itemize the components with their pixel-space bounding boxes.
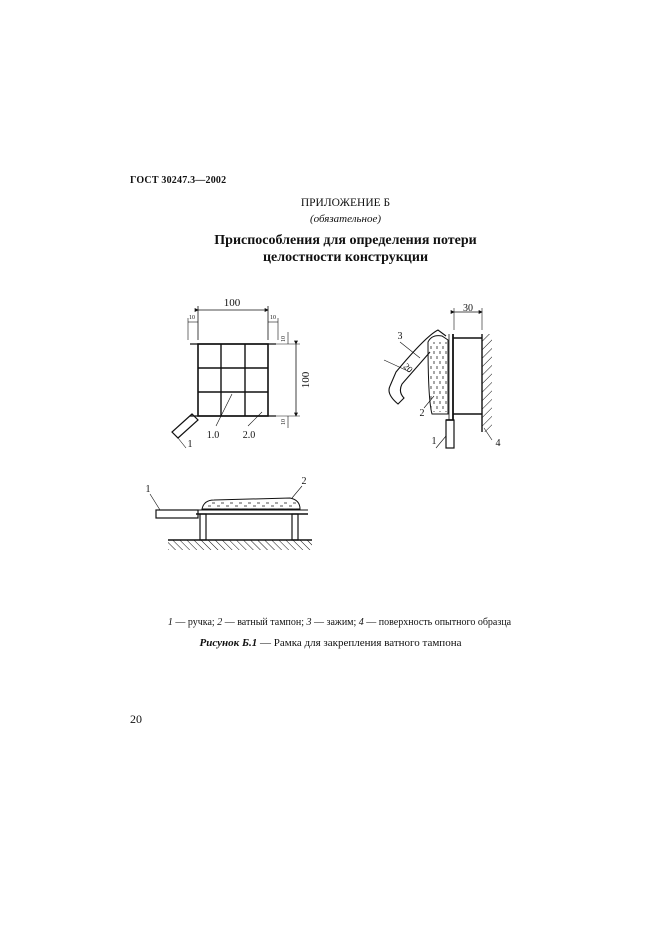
dim-margin-left: 10 bbox=[189, 315, 195, 321]
callout-handle-front: 1 bbox=[187, 439, 193, 450]
dim-width: 100 bbox=[223, 297, 241, 309]
dim-wire-gap: 20 bbox=[401, 361, 415, 375]
section-title-line-2: целостности конструкции bbox=[262, 250, 429, 265]
legend-text-3: зажим bbox=[326, 617, 354, 628]
appendix-title: ПРИЛОЖЕНИЕ Б bbox=[300, 197, 391, 209]
dim-margin-right: 10 bbox=[270, 315, 276, 321]
caption-label: Рисунок Б.1 bbox=[199, 637, 258, 649]
callout-handle-bottom: 1 bbox=[145, 484, 151, 495]
callout-clamp: 3 bbox=[397, 331, 403, 342]
standard-code: ГОСТ 30247.3—2002 bbox=[130, 175, 227, 186]
page-number: 20 bbox=[130, 712, 142, 726]
legend-num-1: 1 bbox=[167, 617, 173, 628]
caption-text: Рамка для закрепления ватного тампона bbox=[273, 637, 462, 649]
legend-text-2: ватный тампон bbox=[237, 617, 302, 628]
callout-tampon-bottom: 2 bbox=[301, 476, 307, 487]
legend-num-2: 2 bbox=[217, 617, 223, 628]
dim-margin-bottom: 10 bbox=[281, 419, 287, 425]
label-wire-1: 1.0 bbox=[206, 430, 220, 441]
frame-side-view bbox=[384, 308, 492, 448]
label-wire-2: 2.0 bbox=[242, 430, 256, 441]
figure-caption: Рисунок Б.1 — Рамка для закрепления ватного тампона bbox=[199, 637, 462, 649]
callout-surface: 4 bbox=[495, 438, 501, 449]
legend-text-1: ручка bbox=[187, 617, 212, 628]
figure-legend: 1 — ручка; 2 — ватный тампон; 3 — зажим; 4 — поверхность опытного образца bbox=[167, 617, 512, 628]
frame-horizontal-view bbox=[150, 486, 312, 550]
dim-offset: 30 bbox=[463, 303, 473, 314]
frame-front-view bbox=[172, 306, 300, 448]
callout-tampon-side: 2 bbox=[419, 408, 425, 419]
callout-handle-side: 1 bbox=[431, 436, 437, 447]
legend-num-3: 3 bbox=[306, 617, 312, 628]
legend-num-4: 4 bbox=[358, 617, 364, 628]
dim-margin-top: 10 bbox=[281, 336, 287, 342]
section-title-line-1: Приспособления для определения потери bbox=[214, 233, 477, 248]
appendix-note: (обязательное) bbox=[309, 213, 382, 225]
dim-height: 100 bbox=[300, 371, 312, 389]
legend-text-4: поверхность опытного образца bbox=[378, 617, 512, 628]
